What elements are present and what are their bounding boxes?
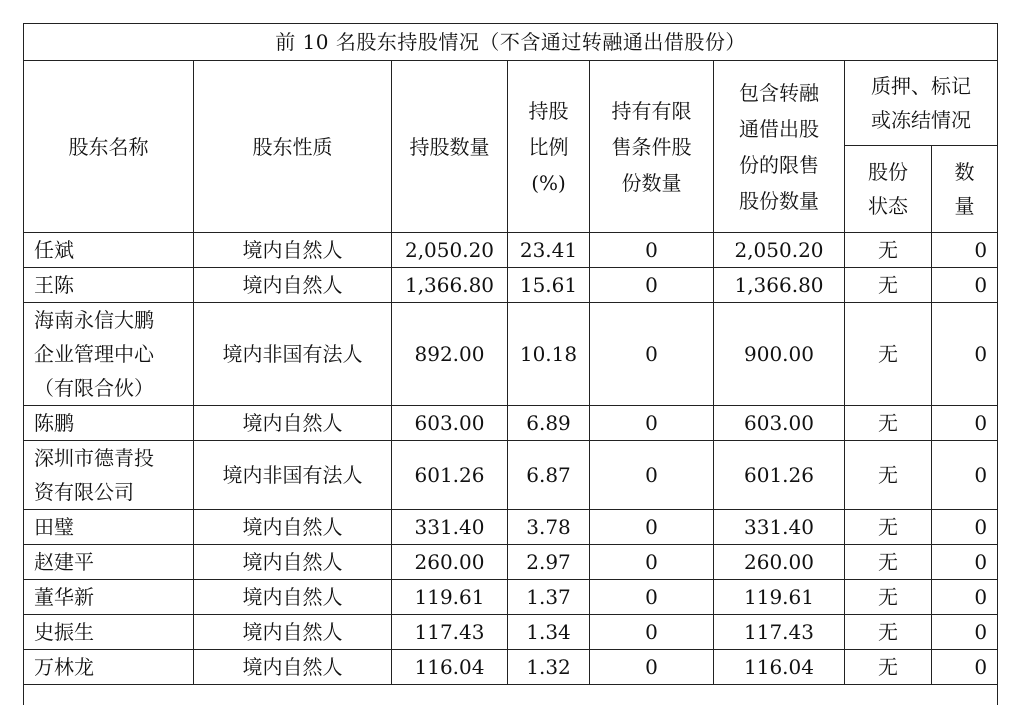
holding-ratio: 10.18 (508, 303, 590, 406)
header-shareholder-nature: 股东性质 (194, 61, 392, 233)
share-status: 无 (845, 580, 932, 615)
share-status: 无 (845, 441, 932, 510)
header-pledge-freeze: 质押、标记 或冻结情况 (845, 61, 998, 146)
holding-ratio: 6.87 (508, 441, 590, 510)
lent-restricted-shares: 900.00 (714, 303, 845, 406)
lent-restricted-shares: 117.43 (714, 615, 845, 650)
lent-restricted-shares: 1,366.80 (714, 268, 845, 303)
shares-held: 116.04 (392, 650, 508, 685)
shares-held: 601.26 (392, 441, 508, 510)
pledge-quantity: 0 (932, 406, 998, 441)
holding-ratio: 15.61 (508, 268, 590, 303)
table-row (24, 268, 998, 303)
shareholder-name: 史振生 (24, 615, 194, 650)
table-row (24, 233, 998, 268)
holding-ratio: 2.97 (508, 545, 590, 580)
lent-restricted-shares: 260.00 (714, 545, 845, 580)
header-lent-restricted-shares: 包含转融 通借出股 份的限售 股份数量 (714, 61, 845, 233)
shares-held: 892.00 (392, 303, 508, 406)
restricted-shares: 0 (590, 650, 714, 685)
pledge-quantity: 0 (932, 580, 998, 615)
table-row (24, 650, 998, 685)
lent-restricted-shares: 601.26 (714, 441, 845, 510)
table-row (24, 303, 998, 406)
shares-held: 1,366.80 (392, 268, 508, 303)
shares-held: 2,050.20 (392, 233, 508, 268)
table-continuation-row (24, 685, 998, 705)
holding-ratio: 3.78 (508, 510, 590, 545)
holding-ratio: 1.37 (508, 580, 590, 615)
table-row (24, 580, 998, 615)
restricted-shares: 0 (590, 615, 714, 650)
shareholder-nature: 境内自然人 (194, 233, 392, 268)
shares-held: 260.00 (392, 545, 508, 580)
lent-restricted-shares: 603.00 (714, 406, 845, 441)
shareholder-nature: 境内自然人 (194, 268, 392, 303)
shareholder-name: 任斌 (24, 233, 194, 268)
restricted-shares: 0 (590, 510, 714, 545)
table-title: 前 10 名股东持股情况（不含通过转融通出借股份） (24, 24, 998, 61)
restricted-shares: 0 (590, 580, 714, 615)
shareholder-name: 王陈 (24, 268, 194, 303)
shares-held: 603.00 (392, 406, 508, 441)
shareholder-name: 赵建平 (24, 545, 194, 580)
lent-restricted-shares: 119.61 (714, 580, 845, 615)
share-status: 无 (845, 545, 932, 580)
header-quantity: 数 量 (932, 146, 998, 233)
shareholder-nature: 境内自然人 (194, 615, 392, 650)
continuation-cell (24, 685, 998, 705)
header-shares-held: 持股数量 (392, 61, 508, 233)
pledge-quantity: 0 (932, 268, 998, 303)
pledge-quantity: 0 (932, 545, 998, 580)
share-status: 无 (845, 303, 932, 406)
lent-restricted-shares: 116.04 (714, 650, 845, 685)
share-status: 无 (845, 650, 932, 685)
shareholder-name: 陈鹏 (24, 406, 194, 441)
table-row (24, 510, 998, 545)
holding-ratio: 6.89 (508, 406, 590, 441)
shareholder-nature: 境内非国有法人 (194, 441, 392, 510)
shareholder-nature: 境内自然人 (194, 580, 392, 615)
table-row (24, 406, 998, 441)
shareholder-name: 深圳市德青投 资有限公司 (24, 441, 194, 510)
header-restricted-shares: 持有有限 售条件股 份数量 (590, 61, 714, 233)
pledge-quantity: 0 (932, 233, 998, 268)
restricted-shares: 0 (590, 545, 714, 580)
shareholder-name: 海南永信大鹏 企业管理中心 （有限合伙） (24, 303, 194, 406)
holding-ratio: 23.41 (508, 233, 590, 268)
share-status: 无 (845, 615, 932, 650)
pledge-quantity: 0 (932, 615, 998, 650)
restricted-shares: 0 (590, 406, 714, 441)
shares-held: 117.43 (392, 615, 508, 650)
share-status: 无 (845, 406, 932, 441)
restricted-shares: 0 (590, 268, 714, 303)
share-status: 无 (845, 268, 932, 303)
pledge-quantity: 0 (932, 650, 998, 685)
restricted-shares: 0 (590, 441, 714, 510)
table-row (24, 615, 998, 650)
header-share-status: 股份 状态 (845, 146, 932, 233)
pledge-quantity: 0 (932, 441, 998, 510)
pledge-quantity: 0 (932, 303, 998, 406)
restricted-shares: 0 (590, 303, 714, 406)
shareholder-table-container (23, 23, 997, 705)
shareholder-nature: 境内非国有法人 (194, 303, 392, 406)
pledge-quantity: 0 (932, 510, 998, 545)
shares-held: 119.61 (392, 580, 508, 615)
holding-ratio: 1.34 (508, 615, 590, 650)
restricted-shares: 0 (590, 233, 714, 268)
holding-ratio: 1.32 (508, 650, 590, 685)
share-status: 无 (845, 510, 932, 545)
table-row (24, 441, 998, 510)
shareholder-nature: 境内自然人 (194, 650, 392, 685)
shares-held: 331.40 (392, 510, 508, 545)
header-shareholder-name: 股东名称 (24, 61, 194, 233)
shareholder-nature: 境内自然人 (194, 406, 392, 441)
table-row (24, 545, 998, 580)
header-holding-ratio: 持股 比例 (%) (508, 61, 590, 233)
lent-restricted-shares: 2,050.20 (714, 233, 845, 268)
share-status: 无 (845, 233, 932, 268)
top-10-shareholders-table (23, 23, 998, 705)
shareholder-nature: 境内自然人 (194, 510, 392, 545)
shareholder-name: 万林龙 (24, 650, 194, 685)
lent-restricted-shares: 331.40 (714, 510, 845, 545)
shareholder-name: 田璧 (24, 510, 194, 545)
shareholder-name: 董华新 (24, 580, 194, 615)
shareholder-nature: 境内自然人 (194, 545, 392, 580)
